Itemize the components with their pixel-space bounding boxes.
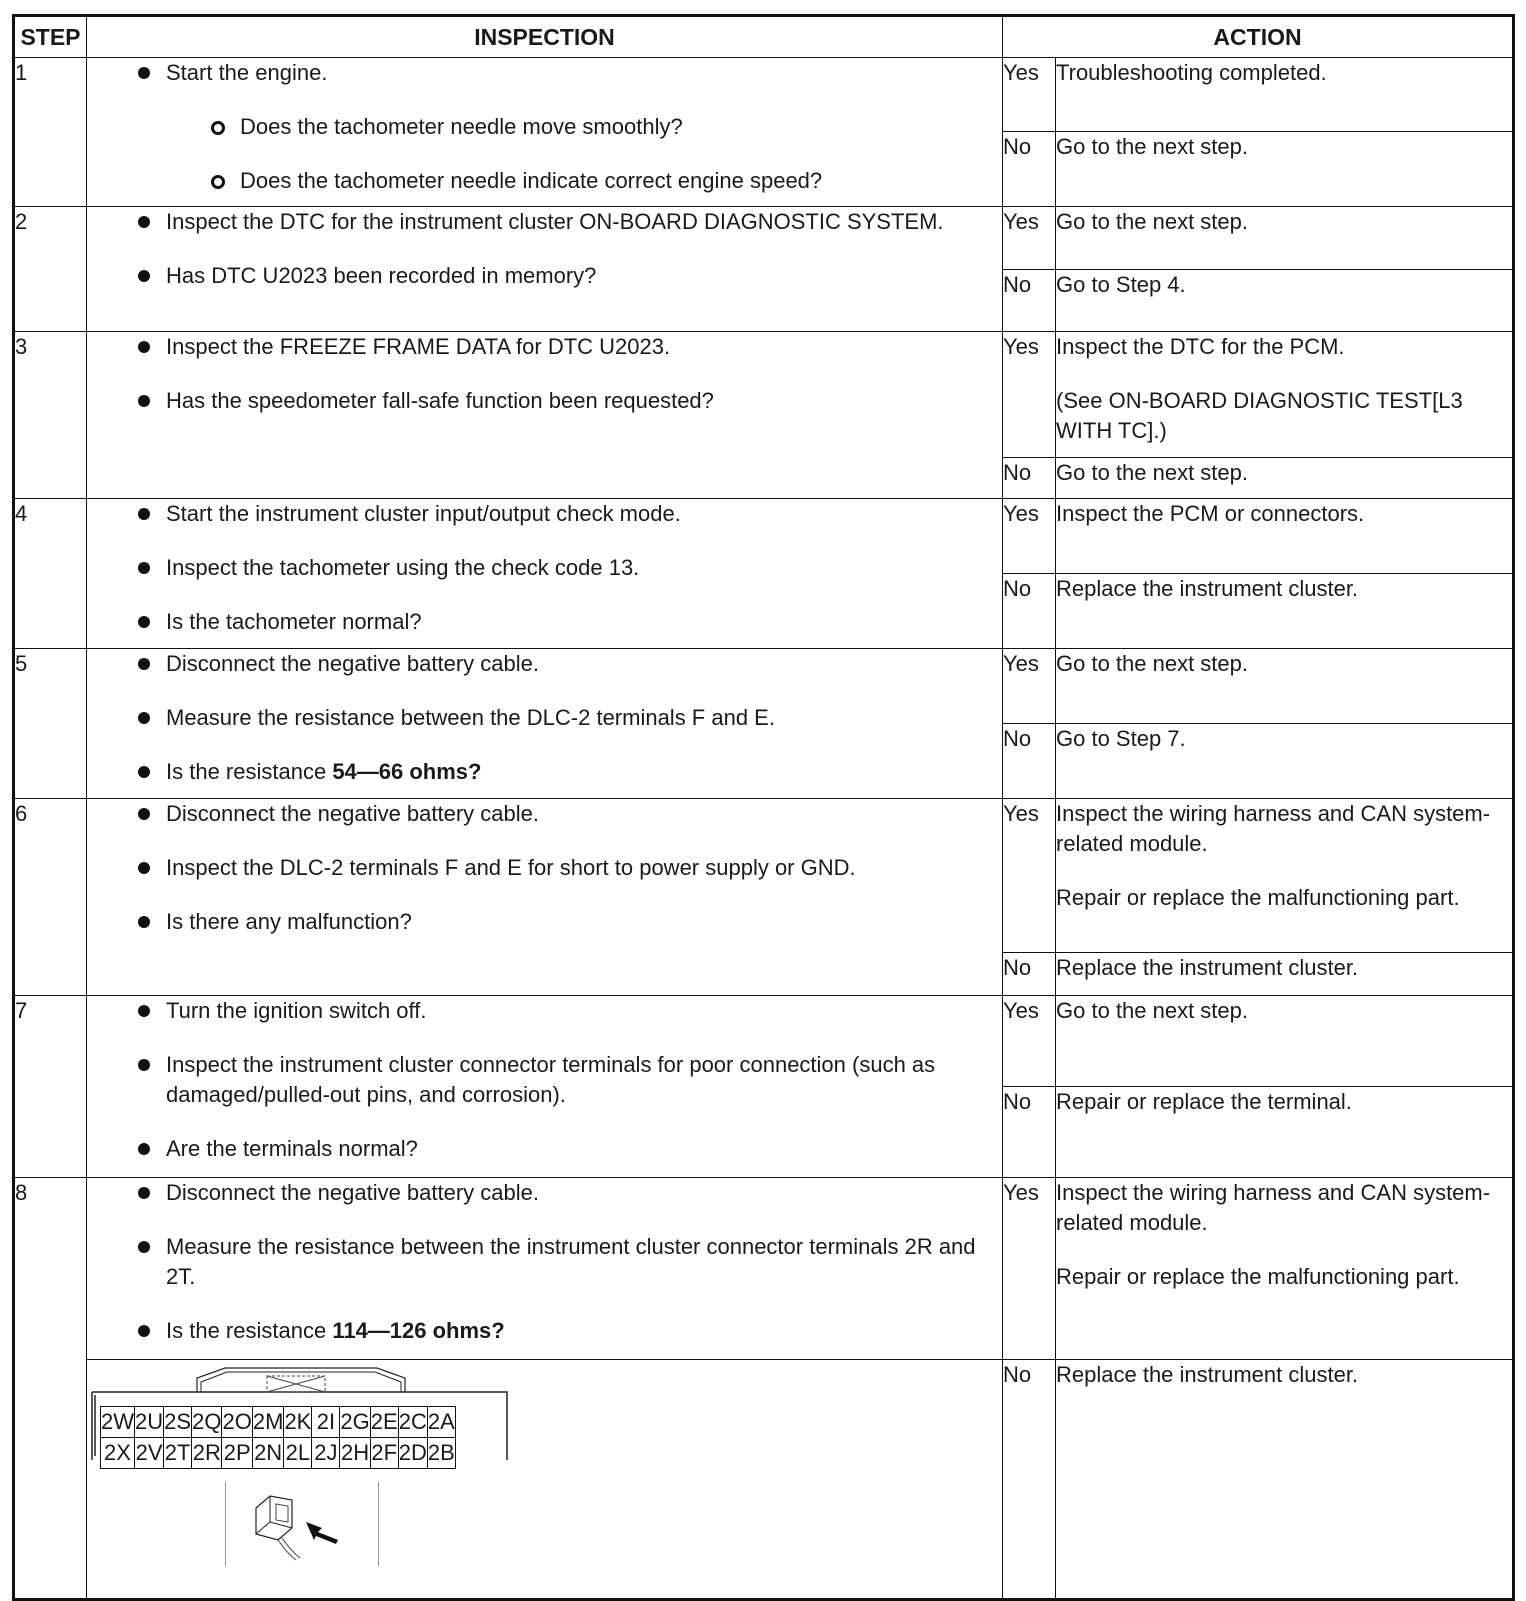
pin-cell: 2F <box>370 1438 398 1469</box>
no-action: Go to Step 7. <box>1056 724 1514 799</box>
yes-action: Inspect the PCM or connectors. <box>1056 499 1514 574</box>
inspection-table <box>12 14 1515 1601</box>
no-action: Replace the instrument cluster. <box>1056 953 1514 996</box>
pin-cell: 2O <box>222 1407 252 1438</box>
inspection-item: Disconnect the negative battery cable. <box>87 799 1002 829</box>
no-action: Go to the next step. <box>1056 458 1514 499</box>
no-action: Go to the next step. <box>1056 132 1514 207</box>
step-number: 8 <box>14 1178 87 1600</box>
inspection-item: Inspect the DLC-2 terminals F and E for short to power supply or GND. <box>87 853 1002 883</box>
pin-cell: 2E <box>370 1407 398 1438</box>
pin-cell: 2T <box>164 1438 192 1469</box>
step-row-2-yes <box>14 207 1514 270</box>
connector-diagram <box>87 1360 1002 1598</box>
inspection-item: Inspect the tachometer using the check code 13. <box>87 553 1002 583</box>
no-label: No <box>1003 270 1056 332</box>
pin-cell: 2I <box>312 1407 340 1438</box>
yes-label: Yes <box>1003 499 1056 574</box>
inspection-cell <box>87 499 1003 649</box>
pin-cell: 2U <box>135 1407 164 1438</box>
resistance-spec: 54—66 ohms? <box>332 759 482 784</box>
pin-cell: 2P <box>222 1438 252 1469</box>
no-label: No <box>1003 458 1056 499</box>
yes-action: Inspect the DTC for the PCM. (See ON-BOARD DIAGNOSTIC TEST[L3 WITH TC].) <box>1056 332 1514 458</box>
inspection-cell <box>87 996 1003 1178</box>
no-label: No <box>1003 1360 1056 1600</box>
step-row-5-yes <box>14 649 1514 724</box>
no-label: No <box>1003 953 1056 996</box>
inspection-item: Start the instrument cluster input/output check mode. <box>87 499 1002 529</box>
pin-cell: 2D <box>398 1438 427 1469</box>
pin-cell: 2J <box>312 1438 340 1469</box>
pin-cell: 2L <box>284 1438 312 1469</box>
no-label: No <box>1003 1087 1056 1178</box>
connector-plug-icon <box>226 1482 378 1566</box>
no-action: Replace the instrument cluster. <box>1056 574 1514 649</box>
connector-pin-grid <box>100 1406 456 1469</box>
pin-row-bottom <box>101 1438 456 1469</box>
inspection-item: Is the resistance 114—126 ohms? <box>87 1316 1002 1346</box>
pin-cell: 2B <box>427 1438 455 1469</box>
pin-row-top <box>101 1407 456 1438</box>
step-number: 3 <box>14 332 87 499</box>
step-row-8-no <box>14 1360 1514 1600</box>
inspection-item: Is the tachometer normal? <box>87 607 1002 637</box>
step-number: 7 <box>14 996 87 1178</box>
yes-action: Inspect the wiring harness and CAN system-related module. Repair or replace the malfunctioning part. <box>1056 1178 1514 1360</box>
pin-cell: 2H <box>340 1438 370 1469</box>
inspection-subitem: Does the tachometer needle indicate correct engine speed? <box>87 166 1002 196</box>
step-row-6-yes <box>14 799 1514 953</box>
pin-cell: 2K <box>284 1407 312 1438</box>
inspection-item: Are the terminals normal? <box>87 1134 1002 1164</box>
pin-cell: 2M <box>252 1407 284 1438</box>
inspection-cell <box>87 1178 1003 1360</box>
no-label: No <box>1003 132 1056 207</box>
resistance-spec: 114—126 ohms? <box>332 1318 505 1343</box>
yes-action: Go to the next step. <box>1056 207 1514 270</box>
step-row-8-yes <box>14 1178 1514 1360</box>
connector-diagram-cell <box>87 1360 1003 1600</box>
yes-action: Troubleshooting completed. <box>1056 58 1514 132</box>
header-step: STEP <box>14 16 87 58</box>
inspection-item: Inspect the instrument cluster connector terminals for poor connection (such as damaged/pulled-out pins, and corrosion). <box>87 1050 1002 1110</box>
no-action: Replace the instrument cluster. <box>1056 1360 1514 1600</box>
step-number: 6 <box>14 799 87 996</box>
inspection-item: Turn the ignition switch off. <box>87 996 1002 1026</box>
step-number: 2 <box>14 207 87 332</box>
step-row-7-yes <box>14 996 1514 1087</box>
inspection-item: Inspect the FREEZE FRAME DATA for DTC U2023. <box>87 332 1002 362</box>
inspection-item: Has DTC U2023 been recorded in memory? <box>87 261 1002 291</box>
step-row-1-yes <box>14 58 1514 132</box>
inspection-cell <box>87 332 1003 499</box>
yes-label: Yes <box>1003 207 1056 270</box>
inspection-cell <box>87 58 1003 207</box>
pin-cell: 2C <box>398 1407 427 1438</box>
pin-cell: 2N <box>252 1438 284 1469</box>
step-row-3-yes <box>14 332 1514 458</box>
inspection-item: Is the resistance 54—66 ohms? <box>87 757 1002 787</box>
inspection-item: Start the engine. Does the tachometer needle move smoothly? Does the tachometer needle indicate correct engine speed? <box>87 58 1002 196</box>
header-inspection: INSPECTION <box>87 16 1003 58</box>
no-label: No <box>1003 724 1056 799</box>
yes-label: Yes <box>1003 332 1056 458</box>
no-action: Go to Step 4. <box>1056 270 1514 332</box>
yes-label: Yes <box>1003 58 1056 132</box>
pin-cell: 2G <box>340 1407 370 1438</box>
inspection-cell <box>87 799 1003 996</box>
inspection-subitem: Does the tachometer needle move smoothly? <box>87 112 1002 142</box>
inspection-cell <box>87 649 1003 799</box>
connector-location-illustration <box>225 1482 379 1566</box>
yes-label: Yes <box>1003 1178 1056 1360</box>
pin-cell: 2R <box>192 1438 222 1469</box>
pin-cell: 2S <box>164 1407 192 1438</box>
pin-cell: 2A <box>427 1407 455 1438</box>
inspection-item: Is there any malfunction? <box>87 907 1002 937</box>
no-action: Repair or replace the terminal. <box>1056 1087 1514 1178</box>
step-number: 5 <box>14 649 87 799</box>
yes-action: Inspect the wiring harness and CAN system-related module. Repair or replace the malfunctioning part. <box>1056 799 1514 953</box>
header-row <box>14 16 1514 58</box>
pin-cell: 2X <box>101 1438 135 1469</box>
inspection-item: Disconnect the negative battery cable. <box>87 1178 1002 1208</box>
inspection-item: Measure the resistance between the DLC-2 terminals F and E. <box>87 703 1002 733</box>
inspection-item: Disconnect the negative battery cable. <box>87 649 1002 679</box>
yes-label: Yes <box>1003 996 1056 1087</box>
no-label: No <box>1003 574 1056 649</box>
inspection-item: Inspect the DTC for the instrument cluster ON-BOARD DIAGNOSTIC SYSTEM. <box>87 207 1002 237</box>
step-number: 4 <box>14 499 87 649</box>
pin-cell: 2Q <box>192 1407 222 1438</box>
inspection-item: Measure the resistance between the instrument cluster connector terminals 2R and 2T. <box>87 1232 1002 1292</box>
yes-action: Go to the next step. <box>1056 996 1514 1087</box>
inspection-cell <box>87 207 1003 332</box>
header-action: ACTION <box>1003 16 1514 58</box>
pin-cell: 2W <box>101 1407 135 1438</box>
yes-label: Yes <box>1003 649 1056 724</box>
inspection-item: Has the speedometer fall-safe function been requested? <box>87 386 1002 416</box>
yes-action: Go to the next step. <box>1056 649 1514 724</box>
step-number: 1 <box>14 58 87 207</box>
yes-label: Yes <box>1003 799 1056 953</box>
step-row-4-yes <box>14 499 1514 574</box>
pin-cell: 2V <box>135 1438 164 1469</box>
